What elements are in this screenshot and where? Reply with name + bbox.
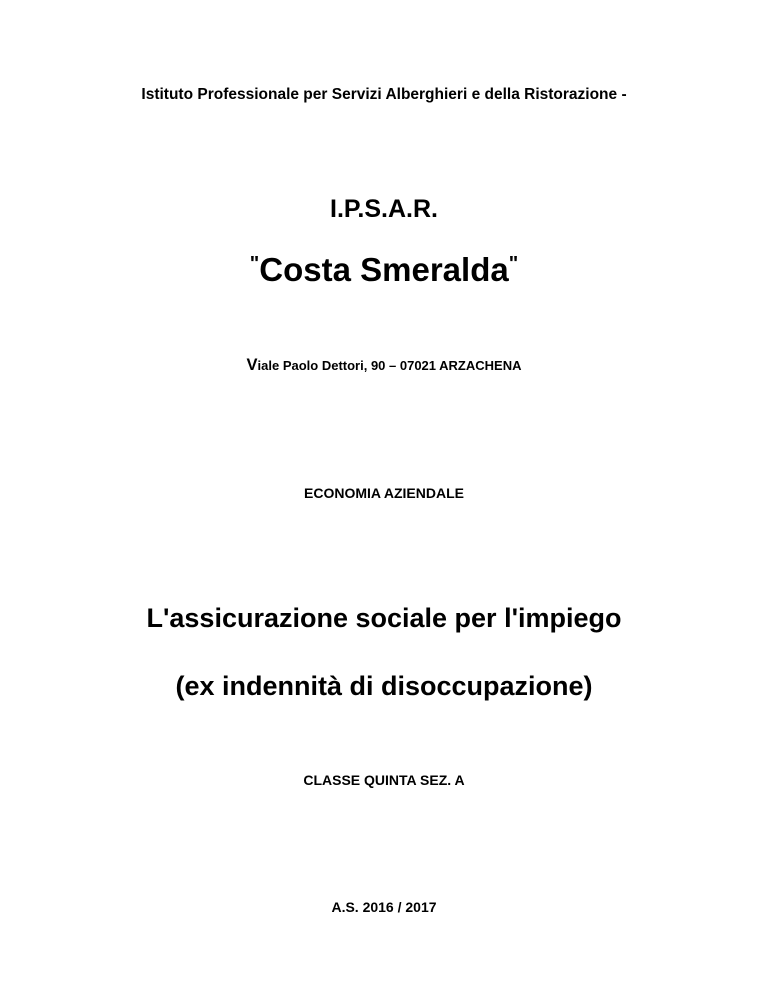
school-acronym: I.P.S.A.R. — [330, 195, 438, 223]
address-text: iale Paolo Dettori, 90 – 07021 ARZACHENA — [257, 358, 522, 373]
school-address — [0, 357, 768, 374]
class-section: CLASSE QUINTA SEZ. A — [303, 772, 465, 788]
institute-name: Istituto Professionale per Servizi Alberghieri e della Ristorazione - — [141, 86, 627, 103]
school-year: A.S. 2016 / 2017 — [331, 899, 437, 915]
school-name-text: Costa Smeralda — [259, 251, 509, 288]
school-name — [0, 253, 768, 286]
school-name-open-quote: " — [249, 253, 260, 275]
document-title-line-2: (ex indennità di disoccupazione) — [175, 671, 593, 701]
school-name-close-quote: " — [508, 253, 519, 275]
document-title-line-1: L'assicurazione sociale per l'impiego — [146, 603, 622, 633]
address-initial: V — [246, 356, 258, 374]
subject-heading: ECONOMIA AZIENDALE — [304, 485, 464, 501]
